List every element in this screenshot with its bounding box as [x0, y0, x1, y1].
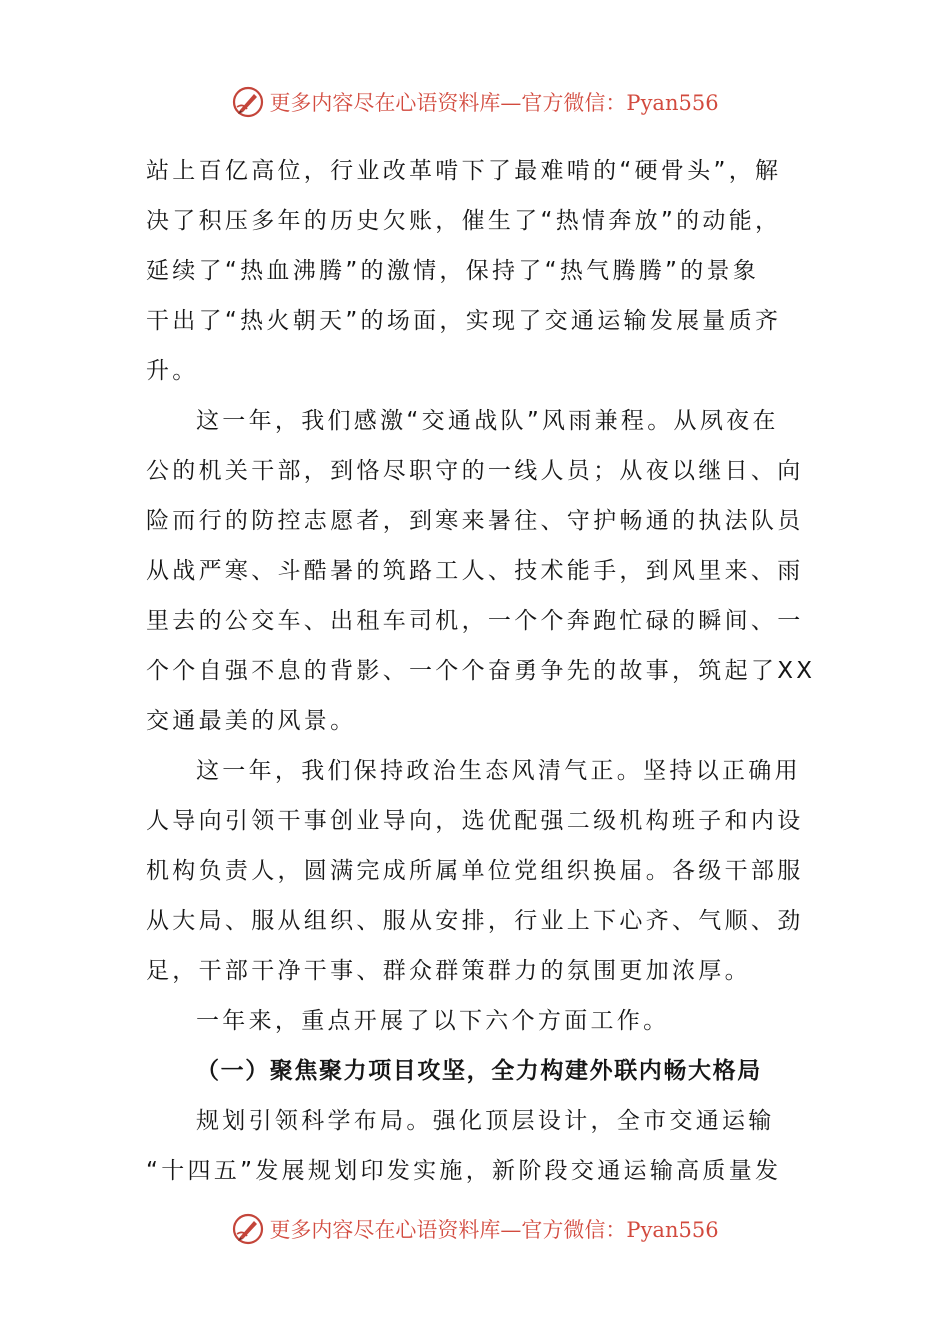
paragraph-4 — [146, 996, 806, 1046]
text-line: 从战严寒、斗酷暑的筑路工人、技术能手，到风里来、雨 — [146, 558, 804, 584]
pen-logo-icon — [231, 1212, 265, 1246]
text-line: 机构负责人，圆满完成所属单位党组织换届。各级干部服 — [146, 858, 804, 884]
text-line: 规划引领科学布局。强化顶层设计，全市交通运输 — [196, 1108, 775, 1134]
paragraph-2 — [146, 396, 816, 746]
paragraph-1 — [146, 146, 806, 396]
paragraph-5 — [146, 1096, 806, 1196]
text-line: 公的机关干部，到恪尽职守的一线人员；从夜以继日、向 — [146, 458, 804, 484]
text-line: 里去的公交车、出租车司机，一个个奔跑忙碌的瞬间、一 — [146, 608, 804, 634]
text-line: “十四五”发展规划印发实施，新阶段交通运输高质量发 — [146, 1158, 782, 1184]
section-heading — [146, 1046, 806, 1096]
text-line: 人导向引领干事创业导向，选优配强二级机构班子和内设 — [146, 808, 804, 834]
heading-text: （一）聚焦聚力项目攻坚，全力构建外联内畅大格局 — [196, 1058, 762, 1084]
text-line: 交通最美的风景。 — [146, 708, 357, 734]
document-body — [146, 146, 816, 1196]
text-line: 决了积压多年的历史欠账，催生了“热情奔放”的动能， — [146, 208, 782, 234]
text-line: 这一年，我们保持政治生态风清气正。坚持以正确用 — [196, 758, 801, 784]
pen-logo-icon — [231, 85, 265, 119]
banner-text: 更多内容尽在心语资料库—官方微信：Pyan556 — [269, 91, 719, 115]
text-line: 站上百亿高位，行业改革啃下了最难啃的“硬骨头”，解 — [146, 158, 782, 184]
header-banner — [0, 80, 950, 124]
text-line: 一年来，重点开展了以下六个方面工作。 — [196, 1008, 670, 1034]
banner-text: 更多内容尽在心语资料库—官方微信：Pyan556 — [269, 1218, 719, 1242]
paragraph-3 — [146, 746, 806, 996]
text-line: 个个自强不息的背影、一个个奋勇争先的故事，筑起了XX — [146, 658, 816, 684]
text-line: 延续了“热血沸腾”的激情，保持了“热气腾腾”的景象 — [146, 258, 760, 284]
footer-banner — [0, 1207, 950, 1251]
text-line: 险而行的防控志愿者，到寒来暑往、守护畅通的执法队员 — [146, 508, 804, 534]
text-line: 升。 — [146, 358, 199, 384]
text-line: 足，干部干净干事、群众群策群力的氛围更加浓厚。 — [146, 958, 751, 984]
text-line: 这一年，我们感激“交通战队”风雨兼程。从夙夜在 — [196, 408, 779, 434]
text-line: 从大局、服从组织、服从安排，行业上下心齐、气顺、劲 — [146, 908, 804, 934]
text-line: 干出了“热火朝天”的场面，实现了交通运输发展量质齐 — [146, 308, 782, 334]
